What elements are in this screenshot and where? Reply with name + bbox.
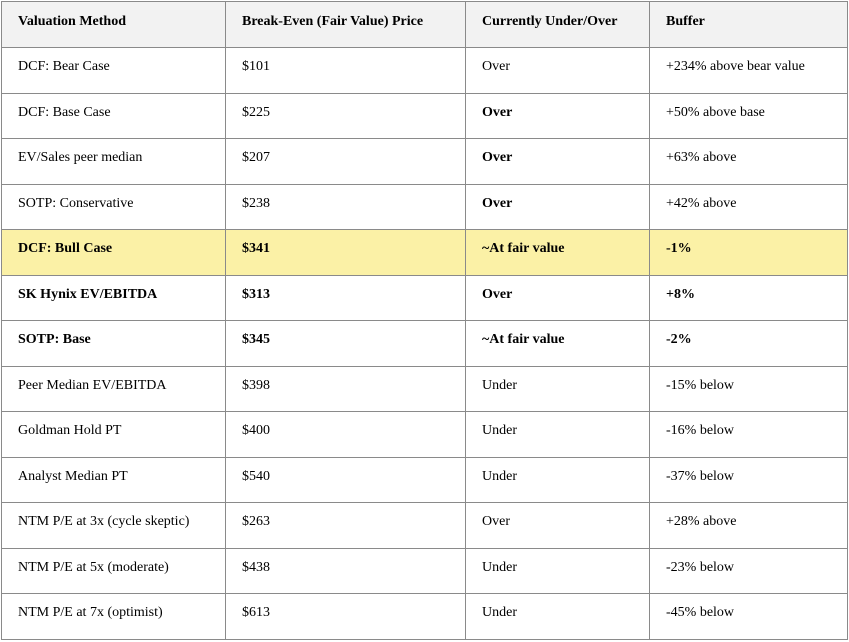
cell-price: $101 xyxy=(226,48,466,94)
cell-status: Under xyxy=(466,548,650,594)
cell-status: Over xyxy=(466,275,650,321)
cell-price: $540 xyxy=(226,457,466,503)
table-row-highlighted xyxy=(2,230,848,276)
cell-price: $313 xyxy=(226,275,466,321)
cell-buffer: -45% below xyxy=(650,594,848,640)
cell-buffer: +42% above xyxy=(650,184,848,230)
cell-buffer: -16% below xyxy=(650,412,848,458)
cell-method: NTM P/E at 7x (optimist) xyxy=(2,594,226,640)
cell-buffer: +8% xyxy=(650,275,848,321)
cell-price: $345 xyxy=(226,321,466,367)
cell-method: SOTP: Conservative xyxy=(2,184,226,230)
table-row xyxy=(2,48,848,94)
valuation-table xyxy=(1,1,848,640)
cell-price: $613 xyxy=(226,594,466,640)
cell-status: Over xyxy=(466,48,650,94)
table-row xyxy=(2,503,848,549)
cell-price: $207 xyxy=(226,139,466,185)
cell-buffer: +63% above xyxy=(650,139,848,185)
cell-method: Peer Median EV/EBITDA xyxy=(2,366,226,412)
cell-method: SK Hynix EV/EBITDA xyxy=(2,275,226,321)
table-row xyxy=(2,275,848,321)
cell-method: Goldman Hold PT xyxy=(2,412,226,458)
table-row xyxy=(2,184,848,230)
cell-buffer: -1% xyxy=(650,230,848,276)
cell-price: $400 xyxy=(226,412,466,458)
cell-method: DCF: Base Case xyxy=(2,93,226,139)
table-row xyxy=(2,457,848,503)
cell-price: $238 xyxy=(226,184,466,230)
cell-buffer: -37% below xyxy=(650,457,848,503)
cell-price: $263 xyxy=(226,503,466,549)
header-valuation-method: Valuation Method xyxy=(2,2,226,48)
table-row xyxy=(2,93,848,139)
cell-method: EV/Sales peer median xyxy=(2,139,226,185)
table-row xyxy=(2,139,848,185)
cell-method: NTM P/E at 5x (moderate) xyxy=(2,548,226,594)
cell-method: DCF: Bear Case xyxy=(2,48,226,94)
cell-price: $438 xyxy=(226,548,466,594)
cell-buffer: -15% below xyxy=(650,366,848,412)
cell-method: DCF: Bull Case xyxy=(2,230,226,276)
table-row xyxy=(2,321,848,367)
cell-status: Over xyxy=(466,139,650,185)
table-row xyxy=(2,548,848,594)
table-row xyxy=(2,412,848,458)
cell-status: Under xyxy=(466,457,650,503)
table-header-row xyxy=(2,2,848,48)
cell-status: Under xyxy=(466,412,650,458)
cell-method: NTM P/E at 3x (cycle skeptic) xyxy=(2,503,226,549)
cell-method: SOTP: Base xyxy=(2,321,226,367)
cell-buffer: +28% above xyxy=(650,503,848,549)
cell-buffer: -2% xyxy=(650,321,848,367)
cell-status: ~At fair value xyxy=(466,321,650,367)
cell-status: ~At fair value xyxy=(466,230,650,276)
cell-price: $225 xyxy=(226,93,466,139)
cell-price: $341 xyxy=(226,230,466,276)
cell-buffer: +50% above base xyxy=(650,93,848,139)
header-under-over: Currently Under/Over xyxy=(466,2,650,48)
header-break-even-price: Break-Even (Fair Value) Price xyxy=(226,2,466,48)
cell-status: Over xyxy=(466,503,650,549)
table-row xyxy=(2,366,848,412)
cell-status: Under xyxy=(466,366,650,412)
cell-buffer: +234% above bear value xyxy=(650,48,848,94)
cell-status: Over xyxy=(466,184,650,230)
cell-status: Under xyxy=(466,594,650,640)
table-row xyxy=(2,594,848,640)
header-buffer: Buffer xyxy=(650,2,848,48)
cell-buffer: -23% below xyxy=(650,548,848,594)
cell-method: Analyst Median PT xyxy=(2,457,226,503)
cell-price: $398 xyxy=(226,366,466,412)
cell-status: Over xyxy=(466,93,650,139)
